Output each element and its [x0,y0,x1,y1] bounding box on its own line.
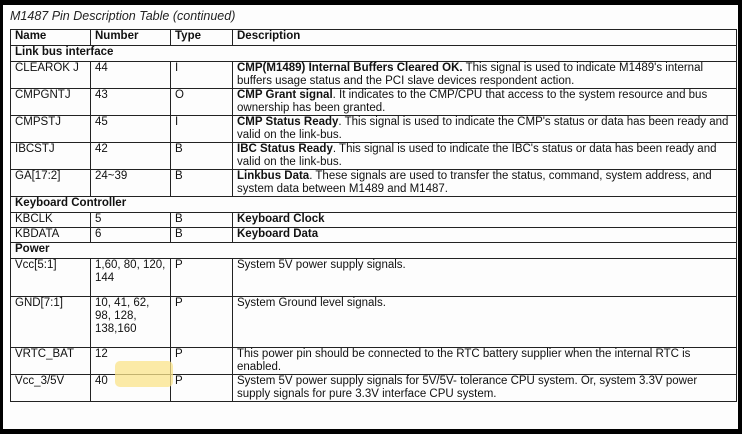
pin-description-cell [233,213,737,228]
description-lead: CMP(M1489) Internal Buffers Cleared OK. [237,62,463,74]
pin-number-cell: 12 [91,348,171,375]
header-name: Name [11,30,91,46]
section-label: Keyboard Controller [11,197,737,213]
description-lead: CMP Grant signal [237,89,333,101]
description-lead: CMP Status Ready [237,116,339,128]
header-type: Type [171,30,233,46]
pin-type-cell: P [171,348,233,375]
pin-number-cell: 10, 41, 62, 98, 128, 138,160 [91,297,171,348]
pin-description-cell [233,170,737,197]
description-text: . It indicates to the CMP/CPU that access to the system resource and bus ownership has been granted. [237,89,708,114]
table-row [11,116,737,143]
description-lead: Linkbus Data [237,170,310,182]
table-row [11,213,737,228]
description-text: . These signals are used to transfer the status, command, system address, and system data between M1489 and M1487. [237,170,712,195]
description-lead: Keyboard Clock [237,213,325,225]
description-text: This power pin should be connected to the RTC battery supplier when the internal RTC is enabled. [237,348,691,373]
table-row [11,170,737,197]
pin-description-table [10,29,737,402]
pin-name-cell: GA[17:2] [11,170,91,197]
pin-description-cell [233,297,737,348]
table-row [11,89,737,116]
pin-type-cell: P [171,297,233,348]
description-text: System Ground level signals. [237,297,386,309]
table-row [11,143,737,170]
pin-description-cell [233,348,737,375]
pin-type-cell: I [171,116,233,143]
table-row [11,259,737,297]
description-text: System 5V power supply signals. [237,259,406,271]
pin-number-cell: 1,60, 80, 120, 144 [91,259,171,297]
pin-number-cell: 45 [91,116,171,143]
pin-type-cell: P [171,375,233,402]
pin-number-cell: 42 [91,143,171,170]
description-lead: Keyboard Data [237,228,319,240]
description-text: This signal is used to indicate M1489's internal buffers usage status and the PCI slave devices respondent action. [237,62,704,87]
pin-type-cell: O [171,89,233,116]
pin-description-cell [233,89,737,116]
pin-name-cell: KBCLK [11,213,91,228]
pin-name-cell: CMPGNTJ [11,89,91,116]
pin-name-cell: IBCSTJ [11,143,91,170]
pin-type-cell: B [171,228,233,243]
pin-name-cell: CLEAROK J [11,62,91,89]
pin-description-cell [233,375,737,402]
pin-name-cell: GND[7:1] [11,297,91,348]
pin-type-cell: I [171,62,233,89]
table-row [11,228,737,243]
pin-name-cell: KBDATA [11,228,91,243]
pin-type-cell: P [171,259,233,297]
pin-number-cell: 24~39 [91,170,171,197]
description-text: System 5V power supply signals for 5V/5V- tolerance CPU system. Or, system 3.3V power supply signals for pure 3.3V interface CPU system. [237,375,698,400]
section-row [11,197,737,213]
table-row [11,297,737,348]
pin-name-cell: Vcc_3/5V [11,375,91,402]
description-lead: IBC Status Ready [237,143,333,155]
pin-number-cell: 6 [91,228,171,243]
pin-number-cell: 43 [91,89,171,116]
pin-name-cell: CMPSTJ [11,116,91,143]
pin-type-cell: B [171,170,233,197]
section-row [11,46,737,62]
header-number: Number [91,30,171,46]
pin-name-cell: Vcc[5:1] [11,259,91,297]
table-title: M1487 Pin Description Table (continued) [10,9,236,23]
description-text: . This signal is used to indicate the CMP's status or data has been ready and valid on the link-bus. [237,116,729,141]
pin-description-cell [233,228,737,243]
document-page [3,5,738,429]
pin-type-cell: B [171,213,233,228]
pin-description-cell [233,259,737,297]
pin-number-cell: 5 [91,213,171,228]
header-description: Description [233,30,737,46]
pin-name-cell: VRTC_BAT [11,348,91,375]
pin-description-cell [233,62,737,89]
description-text: . This signal is used to indicate the IBC's status or data has been ready and valid on the link-bus. [237,143,717,168]
pin-type-cell: B [171,143,233,170]
pin-number-cell: 44 [91,62,171,89]
section-row [11,243,737,259]
pin-description-cell [233,116,737,143]
pin-number-cell: 40 [91,375,171,402]
header-row [11,30,737,46]
pin-description-cell [233,143,737,170]
table-row [11,62,737,89]
section-label: Link bus interface [11,46,737,62]
section-label: Power [11,243,737,259]
highlighter-mark [115,361,173,387]
